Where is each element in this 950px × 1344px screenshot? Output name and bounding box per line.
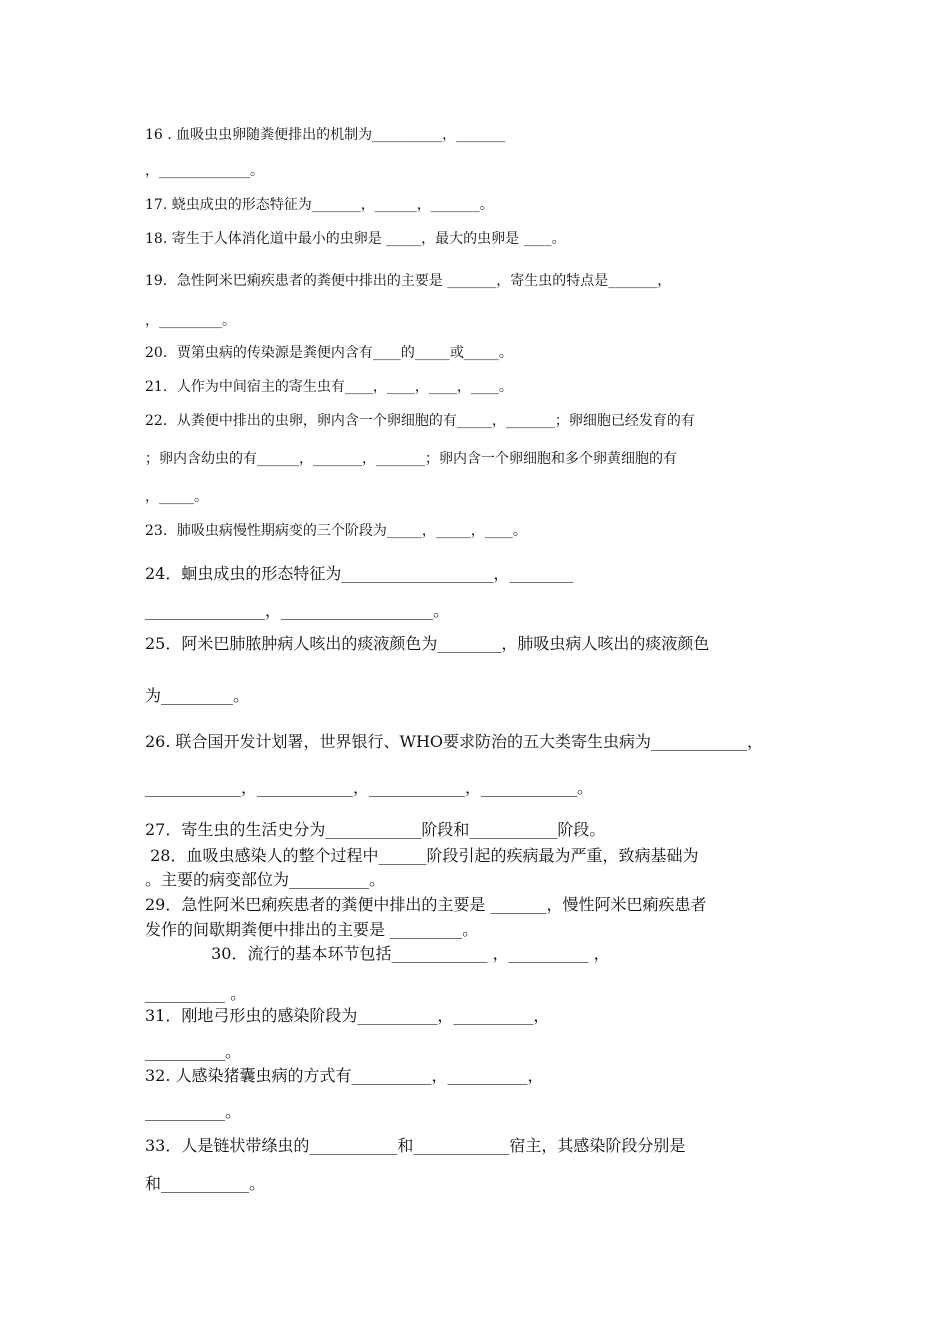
- question-23: 23．肺吸虫病慢性期病变的三个阶段为_____，_____，____。: [145, 523, 527, 539]
- question-18: 18. 寄生于人体消化道中最小的虫卵是 _____，最大的虫卵是 ____。: [145, 231, 566, 247]
- question-24-line-1: 24．蛔虫成虫的形态特征为___________________，________: [145, 564, 574, 583]
- question-22-line-2: ；卵内含幼虫的有______，_______，_______；卵内含一个卵细胞和多个卵黄细胞的有: [145, 451, 677, 467]
- question-28-line-2: 。主要的病变部位为__________。: [145, 870, 386, 889]
- question-22-line-1: 22．从粪便中排出的虫卵，卵内含一个卵细胞的有_____，_______；卵细胞已经发育的有: [145, 413, 695, 429]
- question-26-line-2: ____________，____________，____________，____________。: [145, 778, 594, 797]
- question-32-line-1: 32. 人感染猪囊虫病的方式有__________，__________，: [145, 1066, 544, 1085]
- question-20: 20．贾第虫病的传染源是粪便内含有____的_____或_____。: [145, 345, 513, 361]
- question-16-line-2: ，_____________。: [145, 163, 264, 179]
- question-27: 27．寄生虫的生活史分为____________阶段和___________阶段。: [145, 820, 606, 839]
- question-31-line-1: 31．刚地弓形虫的感染阶段为__________，__________，: [145, 1006, 550, 1025]
- question-30-line-1: 30．流行的基本环节包括____________ ，__________ ，: [145, 944, 610, 963]
- question-33-line-1: 33．人是链状带绦虫的___________和____________宿主，其感染阶段分别是: [145, 1136, 686, 1155]
- question-29-line-2: 发作的间歇期粪便中排出的主要是 _________。: [145, 920, 479, 939]
- question-24-line-2: _______________，___________________。: [145, 601, 450, 620]
- question-19-line-2: ，_________。: [145, 313, 236, 329]
- question-33-line-2: 和___________。: [145, 1174, 266, 1193]
- question-25-line-2: 为_________。: [145, 686, 250, 705]
- question-19-line-1: 19．急性阿米巴痢疾患者的粪便中排出的主要是 _______，寄生虫的特点是_______，: [145, 273, 672, 289]
- question-26-line-1: 26. 联合国开发计划署，世界银行、WHO要求防治的五大类寄生虫病为____________，: [145, 732, 764, 751]
- question-30-line-2: __________ 。: [145, 984, 247, 1003]
- question-21: 21．人作为中间宿主的寄生虫有____，____，____，____。: [145, 379, 513, 395]
- question-32-line-2: __________。: [145, 1102, 242, 1121]
- question-29-line-1: 29．急性阿米巴痢疾患者的粪便中排出的主要是 _______，慢性阿米巴痢疾患者: [145, 895, 707, 914]
- question-16-line-1: 16 . 血吸虫虫卵随粪便排出的机制为__________，_______: [145, 127, 506, 143]
- question-22-line-3: ，_____。: [145, 489, 208, 505]
- question-25-line-1: 25．阿米巴肺脓肿病人咳出的痰液颜色为________，肺吸虫病人咳出的痰液颜色: [145, 634, 710, 653]
- question-28-line-1: 28．血吸虫感染人的整个过程中______阶段引起的疾病最为严重，致病基础为: [145, 846, 699, 865]
- question-31-line-2: __________。: [145, 1042, 242, 1061]
- question-17: 17. 蛲虫成虫的形态特征为_______，______，_______。: [145, 197, 494, 213]
